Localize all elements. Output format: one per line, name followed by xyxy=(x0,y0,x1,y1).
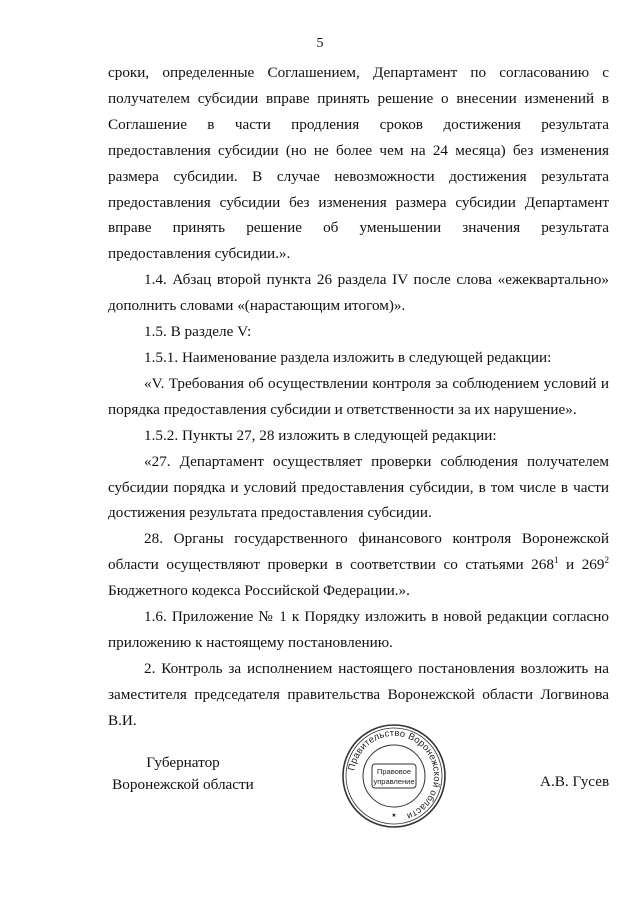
document-body xyxy=(108,60,609,734)
paragraph: сроки, определенные Соглашением, Департамент по согласованию с получателем субсидии вправе принять решение о внесении изменений в Соглашение в части продления сроков достижения результата предоставления субсидии (но не более чем на 24 месяца) без изменения размера субсидии. В случае невозможности достижения результата предоставления субсидии без изменения размера субсидии Департамент вправе принять решение об уменьшении значения результата предоставления субсидии.». xyxy=(108,64,609,263)
official-seal xyxy=(340,722,448,830)
svg-text:Правительство Воронежской обла: Правительство Воронежской области xyxy=(345,726,444,823)
svg-text:управление: управление xyxy=(373,777,415,786)
paragraph-text: и 269 xyxy=(558,556,605,574)
signatory-title xyxy=(108,752,258,796)
signatory-name: А.В. Гусев xyxy=(540,773,610,790)
paragraph xyxy=(108,526,609,604)
signatory-title-line: Губернатор xyxy=(146,754,220,771)
paragraph: «27. Департамент осуществляет проверки соблюдения получателем субсидии порядка и условий предоставления субсидии, в том числе в части достижения результата предоставления субсидии. xyxy=(108,452,609,522)
svg-text:Правовое: Правовое xyxy=(376,767,412,776)
paragraph: 2. Контроль за исполнением настоящего постановления возложить на заместителя председателя правительства Воронежской области Логвинова В.И. xyxy=(108,659,609,729)
superscript: 2 xyxy=(604,555,609,566)
paragraph: «V. Требования об осуществлении контроля за соблюдением условий и порядка предоставления субсидии и ответственности за их нарушение». xyxy=(108,374,609,418)
superscript: 1 xyxy=(553,555,559,566)
page-number: 5 xyxy=(316,36,324,51)
signatory-title-line: Воронежской области xyxy=(112,776,254,793)
paragraph: 1.5. В разделе V: xyxy=(144,323,252,341)
paragraph: 1.5.1. Наименование раздела изложить в следующей редакции: xyxy=(144,348,552,366)
paragraph-text: Бюджетного кодекса Российской Федерации.». xyxy=(108,582,410,600)
paragraph: 1.5.2. Пункты 27, 28 изложить в следующей редакции: xyxy=(144,426,497,444)
svg-text:★: ★ xyxy=(391,813,397,819)
paragraph: 1.6. Приложение № 1 к Порядку изложить в новой редакции согласно приложению к настоящему постановлению. xyxy=(108,608,609,651)
paragraph-text: 28. Органы государственного финансового контроля Воронежской области осуществляют проверки в соответствии со статьями 268 xyxy=(108,530,609,574)
paragraph: 1.4. Абзац второй пункта 26 раздела IV после слова «ежеквартально» дополнить словами «(нарастающим итогом)». xyxy=(108,271,609,315)
